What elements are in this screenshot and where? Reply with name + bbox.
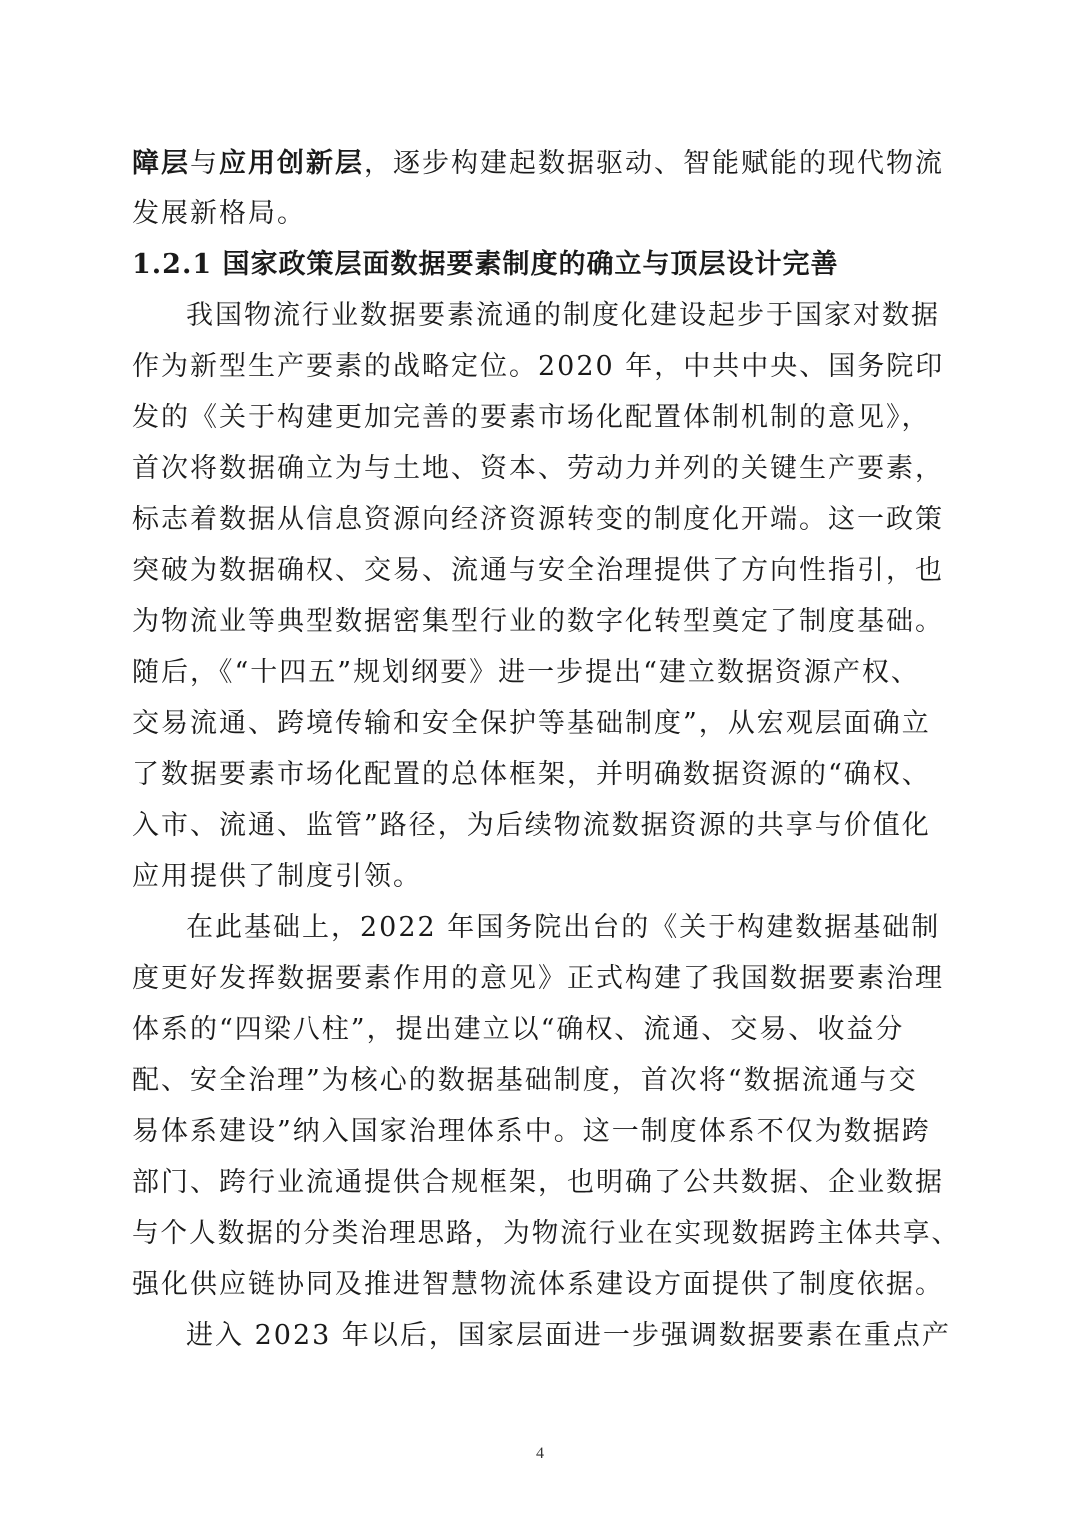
section-heading: 1.2.1 国家政策层面数据要素制度的确立与顶层设计完善 bbox=[132, 249, 839, 280]
paragraph-1-line: 发的《关于构建更加完善的要素市场化配置体制机制的意见》， bbox=[132, 402, 931, 433]
paragraph-2-line: 易体系建设”纳入国家治理体系中。这一制度体系不仅为数据跨 bbox=[132, 1116, 931, 1147]
paragraph-2-line: 在此基础上，2022 年国务院出台的《关于构建数据基础制 bbox=[186, 912, 941, 943]
paragraph-1-line: 首次将数据确立为与土地、资本、劳动力并列的关键生产要素， bbox=[132, 453, 944, 484]
paragraph-2-line: 配、安全治理”为核心的数据基础制度，首次将“数据流通与交 bbox=[132, 1065, 918, 1096]
intro-line-2: 发展新格局。 bbox=[132, 198, 306, 229]
paragraph-1-line: 了数据要素市场化配置的总体框架，并明确数据资源的“确权、 bbox=[132, 759, 931, 790]
paragraph-1-line: 突破为数据确权、交易、流通与安全治理提供了方向性指引，也 bbox=[132, 555, 944, 586]
intro-line-1-rest: ，逐步构建起数据驱动、智能赋能的现代物流 bbox=[364, 148, 944, 179]
intro-line-1 bbox=[132, 146, 944, 182]
paragraph-1-line: 标志着数据从信息资源向经济资源转变的制度化开端。这一政策 bbox=[132, 504, 944, 535]
paragraph-1-line: 应用提供了制度引领。 bbox=[132, 861, 422, 892]
paragraph-2-line: 体系的“四梁八柱”，提出建立以“确权、流通、交易、收益分 bbox=[132, 1014, 905, 1045]
bold-term-security-layer: 障层 bbox=[132, 148, 190, 179]
paragraph-2-line: 度更好发挥数据要素作用的意见》正式构建了我国数据要素治理 bbox=[132, 963, 944, 994]
paragraph-1-line: 入市、流通、监管”路径，为后续物流数据资源的共享与价值化 bbox=[132, 810, 931, 841]
paragraph-2-line: 强化供应链协同及推进智慧物流体系建设方面提供了制度依据。 bbox=[132, 1269, 944, 1300]
paragraph-1-line: 我国物流行业数据要素流通的制度化建设起步于国家对数据 bbox=[186, 300, 940, 331]
bold-term-application-layer: 应用创新层 bbox=[219, 148, 364, 179]
page-number: 4 bbox=[536, 1445, 544, 1462]
paragraph-1-line: 交易流通、跨境传输和安全保护等基础制度”，从宏观层面确立 bbox=[132, 708, 931, 739]
paragraph-1-line: 为物流业等典型数据密集型行业的数字化转型奠定了制度基础。 bbox=[132, 606, 944, 637]
paragraph-1-line: 随后，《“十四五”规划纲要》进一步提出“建立数据资源产权、 bbox=[132, 657, 920, 688]
paragraph-2-line: 部门、跨行业流通提供合规框架，也明确了公共数据、企业数据 bbox=[132, 1167, 944, 1198]
paragraph-3-line: 进入 2023 年以后，国家层面进一步强调数据要素在重点产 bbox=[186, 1320, 951, 1351]
paragraph-2-line: 与个人数据的分类治理思路，为物流行业在实现数据跨主体共享、 bbox=[132, 1218, 960, 1249]
connector-text: 与 bbox=[190, 148, 219, 179]
paragraph-1-line: 作为新型生产要素的战略定位。2020 年，中共中央、国务院印 bbox=[132, 351, 945, 382]
